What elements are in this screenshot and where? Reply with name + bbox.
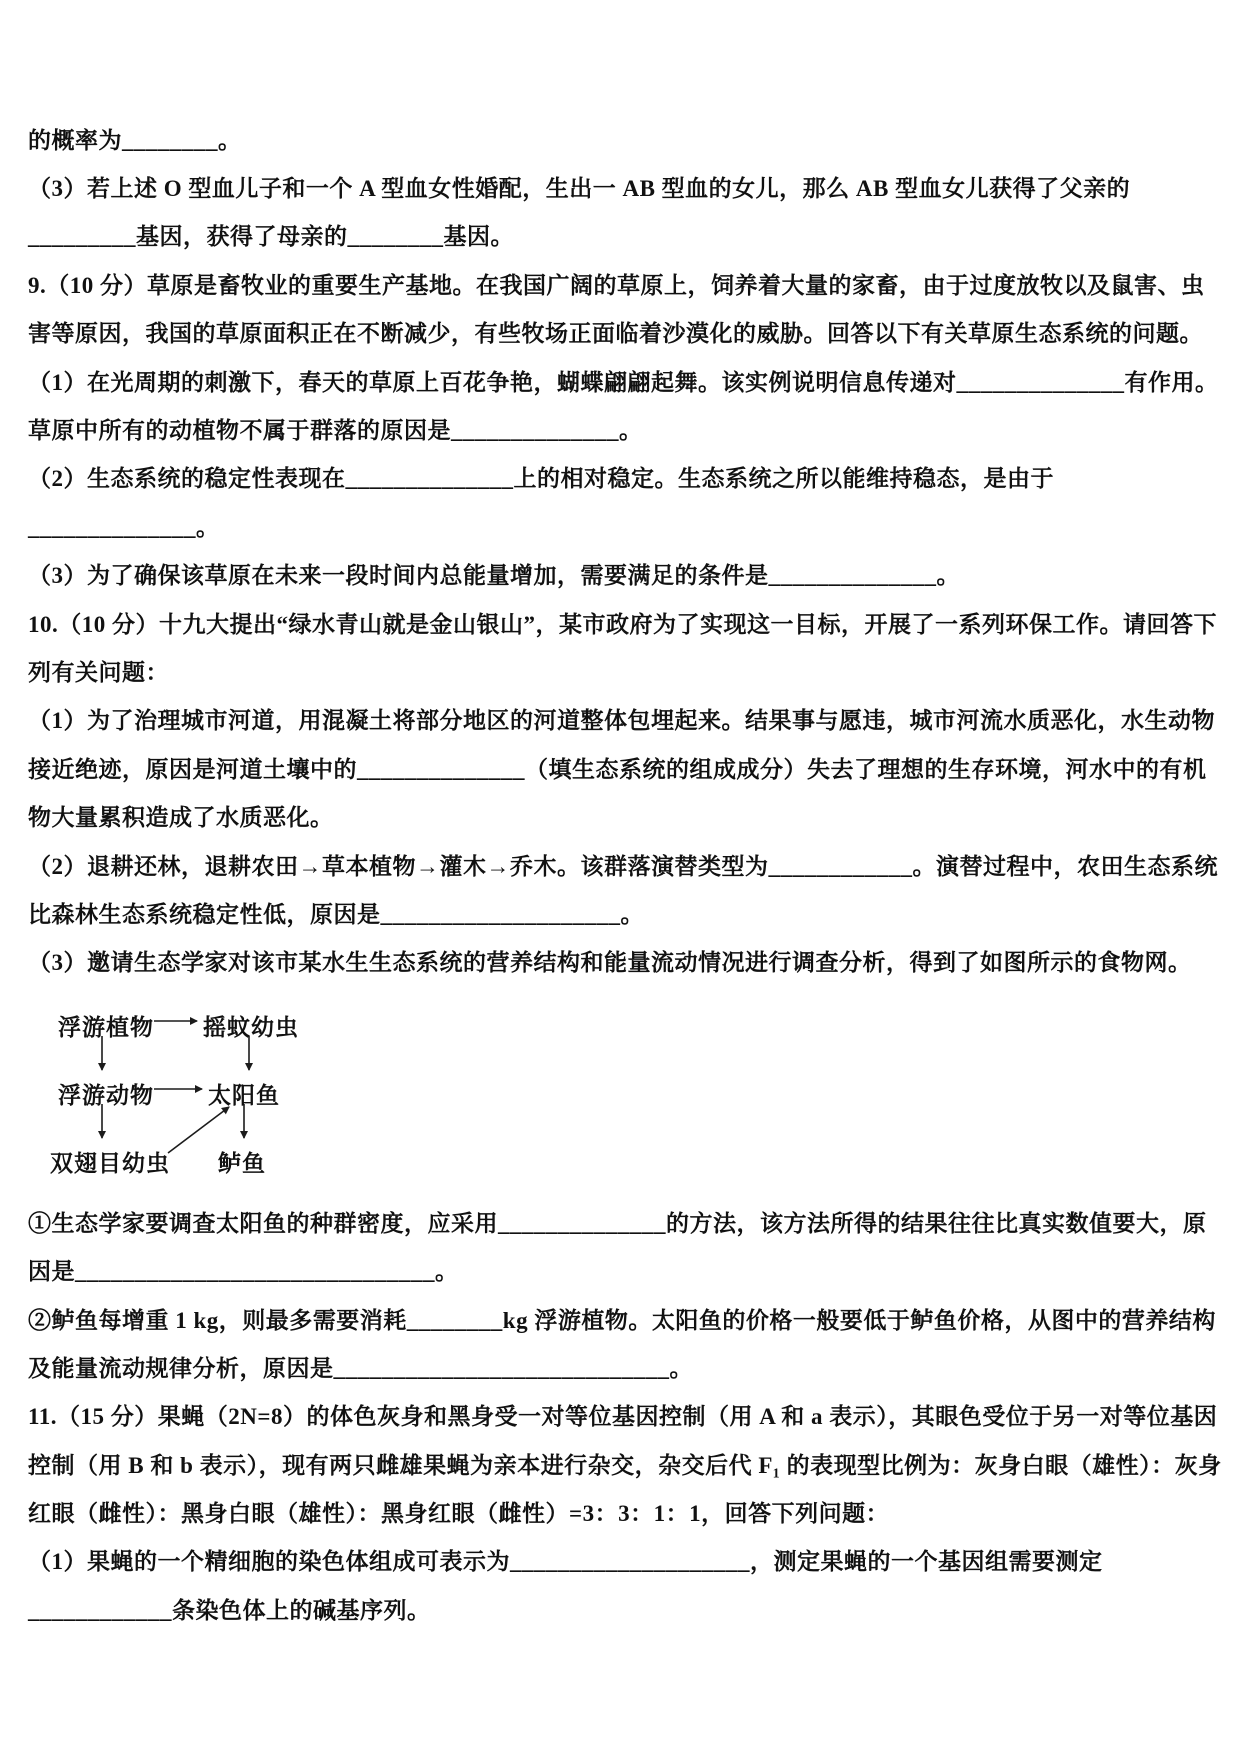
text-line: ②鲈鱼每增重 1 kg，则最多需要消耗________kg 浮游植物。太阳鱼的价格一般要低于鲈鱼价格，从图中的营养结构	[28, 1307, 1216, 1333]
food-web-node-diptera-larvae: 双翅目幼虫	[50, 1151, 170, 1177]
text-line: ______________。	[28, 514, 220, 540]
text-line: 及能量流动规律分析，原因是____________________________。	[28, 1355, 693, 1381]
text-line: （2）生态系统的稳定性表现在______________上的相对稳定。生态系统之所以能维持稳态，是由于	[28, 466, 1054, 492]
text-line: （3）邀请生态学家对该市某水生生态系统的营养结构和能量流动情况进行调查分析，得到了如图所示的食物网。	[28, 950, 1192, 976]
text-line: 因是______________________________。	[28, 1259, 459, 1285]
text-line: （3）为了确保该草原在未来一段时间内总能量增加，需要满足的条件是______________。	[28, 563, 960, 589]
text-line: 11.（15 分）果蝇（2N=8）的体色灰身和黑身受一对等位基因控制（用 A 和 a 表示），其眼色受位于另一对等位基因	[28, 1404, 1218, 1430]
food-web-node-phytoplankton: 浮游植物	[58, 1015, 154, 1041]
text-line: （3）若上述 O 型血儿子和一个 A 型血女性婚配，生出一 AB 型血的女儿，那么 AB 型血女儿获得了父亲的	[28, 176, 1131, 202]
text-line: 草原中所有的动植物不属于群落的原因是______________。	[28, 418, 643, 444]
text-line: （1）为了治理城市河道，用混凝土将部分地区的河道整体包埋起来。结果事与愿违，城市河流水质恶化，水生动物	[28, 708, 1215, 734]
food-web-node-midge-larvae: 摇蚊幼虫	[203, 1015, 299, 1041]
text-line: ①生态学家要调查太阳鱼的种群密度，应采用______________的方法，该方法所得的结果往往比真实数值要大，原	[28, 1210, 1207, 1236]
text-line: 9.（10 分）草原是畜牧业的重要生产基地。在我国广阔的草原上，饲养着大量的家畜，由于过度放牧以及鼠害、虫	[28, 272, 1205, 298]
text-line: 接近绝迹，原因是河道土壤中的______________（填生态系统的组成成分）失去了理想的生存环境，河水中的有机	[28, 756, 1207, 782]
food-web-node-zooplankton: 浮游动物	[58, 1083, 154, 1109]
text-line: 控制（用 B 和 b 表示），现有两只雌雄果蝇为亲本进行杂交，杂交后代 F₁ 的表现型比例为：灰身白眼（雄性）：灰身	[28, 1452, 1222, 1478]
text-line: ____________条染色体上的碱基序列。	[28, 1597, 431, 1623]
text-line: 比森林生态系统稳定性低，原因是____________________。	[28, 901, 644, 927]
text-line: （1）果蝇的一个精细胞的染色体组成可表示为____________________，测定果蝇的一个基因组需要测定	[28, 1549, 1103, 1575]
food-web-node-sunfish: 太阳鱼	[208, 1083, 280, 1109]
text-line: 10.（10 分）十九大提出“绿水青山就是金山银山”，某市政府为了实现这一目标，开展了一系列环保工作。请回答下	[28, 611, 1217, 637]
text-line: （2）退耕还林，退耕农田→草本植物→灌木→乔木。该群落演替类型为____________。演替过程中，农田生态系统	[28, 853, 1218, 879]
text-line: 物大量累积造成了水质恶化。	[28, 805, 334, 831]
food-web-diagram	[48, 1001, 468, 1181]
text-line: （1）在光周期的刺激下，春天的草原上百花争艳，蝴蝶翩翩起舞。该实例说明信息传递对______________有作用。	[28, 369, 1219, 395]
text-line: 红眼（雌性）：黑身白眼（雄性）：黑身红眼（雌性）=3：3：1：1，回答下列问题：	[28, 1501, 890, 1527]
text-line: _________基因，获得了母亲的________基因。	[28, 224, 514, 250]
text-line: 的概率为________。	[28, 127, 242, 153]
text-line: 害等原因，我国的草原面积正在不断减少，有些牧场正面临着沙漠化的威胁。回答以下有关草原生态系统的问题。	[28, 321, 1203, 347]
text-line: 列有关问题：	[28, 659, 169, 685]
food-web-node-perch: 鲈鱼	[218, 1151, 266, 1177]
